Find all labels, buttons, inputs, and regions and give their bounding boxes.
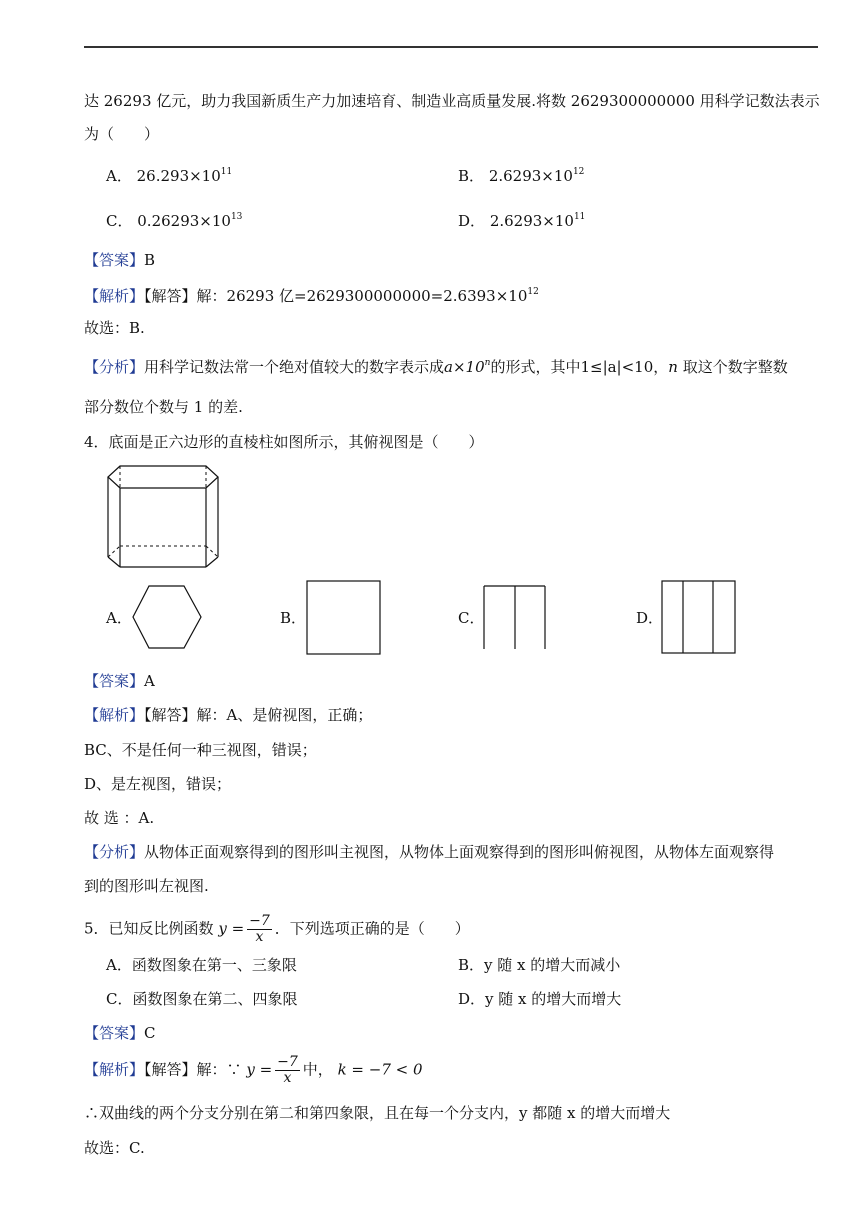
fenxi-exponent: n (484, 358, 491, 368)
solve-tag: 【解答】 (144, 1060, 197, 1079)
stem-text: 5．已知反比例函数 (84, 919, 214, 938)
q3-option-b[interactable] (458, 166, 584, 186)
analysis-tag: 【解析】 (84, 1060, 145, 1079)
q3-stem-line1: 达 26293 亿元，助力我国新质生产力加速培育、制造业高质量发展.将数 2629300000000 用科学记数法表示 (84, 92, 820, 110)
fenxi-n: n (668, 358, 678, 376)
fenxi-inequality: 1≤|a|<10， (580, 358, 669, 376)
function-y: y = (246, 1060, 273, 1079)
k-inequality: k = −7 < 0 (337, 1060, 423, 1079)
q3-option-c[interactable] (106, 211, 242, 231)
option-exponent: 13 (230, 212, 243, 222)
q3-option-a[interactable] (106, 166, 232, 186)
q3-option-d[interactable] (458, 211, 585, 231)
header-rule (84, 46, 818, 48)
fenxi-text-2: 的形式，其中 (490, 358, 581, 376)
q3-choose: 故选：B. (84, 319, 145, 337)
hexagon-shape (132, 584, 204, 650)
q5-line2: ∴双曲线的两个分支分别在第二和第四象限，且在每一个分支内，y 都随 x 的增大而增大 (84, 1104, 671, 1122)
function-y: y = (218, 919, 245, 938)
fenxi-text-3: 取这个数字整数 (682, 358, 788, 376)
square-shape (306, 580, 382, 656)
option-value: 2.6293×10 (488, 167, 573, 185)
analysis-tag: 【解析】 (84, 706, 145, 724)
q5-option-c[interactable]: C．函数图象在第二、四象限 (106, 990, 298, 1008)
option-label: C． (106, 212, 133, 230)
answer-value: A (144, 672, 155, 690)
q5-choose: 故选：C. (84, 1139, 145, 1157)
hexagonal-prism-figure (100, 460, 230, 570)
solve-text-2: 中， (302, 1060, 333, 1079)
q4-fenxi (84, 842, 774, 862)
answer-value: B (144, 251, 156, 269)
fenxi-text: 用科学记数法常一个绝对值较大的数字表示成 (144, 358, 445, 376)
function-fraction (275, 1055, 300, 1086)
fenxi-tag: 【分析】 (84, 843, 145, 861)
fraction-denominator: x (283, 1070, 292, 1086)
q4-choose: 故 选 ：A. (84, 809, 155, 827)
stem-text-2: ．下列选项正确的是（ ） (274, 919, 470, 938)
solve-text: 解：26293 亿=2629300000000=2.6393×10 (196, 287, 528, 305)
q4-option-b-label[interactable]: B． (280, 609, 307, 627)
fenxi-text: 从物体正面观察得到的图形叫主视图，从物体上面观察得到的图形叫俯视图，从物体左面观察得 (144, 843, 775, 861)
answer-tag: 【答案】 (84, 672, 145, 690)
option-exponent: 12 (572, 167, 585, 177)
q4-stem: 4．底面是正六边形的直棱柱如图所示，其俯视图是（ ） (84, 433, 484, 451)
function-fraction (247, 914, 272, 945)
option-label: B． (458, 167, 485, 185)
analysis-tag: 【解析】 (84, 287, 145, 305)
rectangle-three-parts-shape (661, 580, 737, 656)
q5-option-b[interactable]: B．y 随 x 的增大而减小 (458, 956, 621, 974)
q4-line-d: D、是左视图，错误； (84, 775, 232, 793)
q4-answer (84, 671, 155, 691)
answer-tag: 【答案】 (84, 1024, 145, 1042)
answer-tag: 【答案】 (84, 251, 145, 269)
q4-line-bc: BC、不是任何一种三视图，错误； (84, 741, 317, 759)
option-value: 2.6293×10 (489, 212, 574, 230)
solve-text: 解：A、是俯视图，正确； (196, 706, 373, 724)
solve-text: 解：∵ (196, 1060, 242, 1079)
option-value: 26.293×10 (136, 167, 221, 185)
q4-option-d-label[interactable]: D． (636, 609, 664, 627)
option-value: 0.26293×10 (137, 212, 231, 230)
q4-analysis (84, 705, 372, 725)
answer-value: C (144, 1024, 156, 1042)
fraction-numerator: −7 (249, 913, 270, 929)
fenxi-tag: 【分析】 (84, 358, 145, 376)
fraction-numerator: −7 (277, 1054, 298, 1070)
q5-option-d[interactable]: D．y 随 x 的增大而增大 (458, 990, 622, 1008)
q5-stem (84, 914, 470, 945)
q4-option-c-label[interactable]: C． (458, 609, 485, 627)
q5-analysis (84, 1055, 423, 1086)
q3-stem-line2: 为（ ） (84, 125, 160, 143)
rectangle-two-parts-shape (483, 585, 547, 651)
q3-fenxi (84, 357, 788, 377)
q5-option-a[interactable]: A．函数图象在第一、三象限 (106, 956, 297, 974)
q3-fenxi-line2: 部分数位个数与 1 的差. (84, 398, 243, 416)
q3-analysis (84, 286, 539, 306)
solve-tag: 【解答】 (144, 287, 197, 305)
solve-tag: 【解答】 (144, 706, 197, 724)
q3-answer (84, 250, 155, 270)
solve-exponent: 12 (527, 287, 539, 297)
fenxi-formula: a×10 (444, 358, 485, 376)
fraction-denominator: x (255, 929, 264, 945)
option-label: A． (106, 167, 132, 185)
q5-answer (84, 1023, 156, 1043)
option-label: D． (458, 212, 486, 230)
q4-option-a-label[interactable]: A． (106, 609, 132, 627)
q4-fenxi-line2: 到的图形叫左视图. (84, 877, 209, 895)
option-exponent: 11 (220, 167, 233, 177)
option-exponent: 11 (573, 212, 586, 222)
